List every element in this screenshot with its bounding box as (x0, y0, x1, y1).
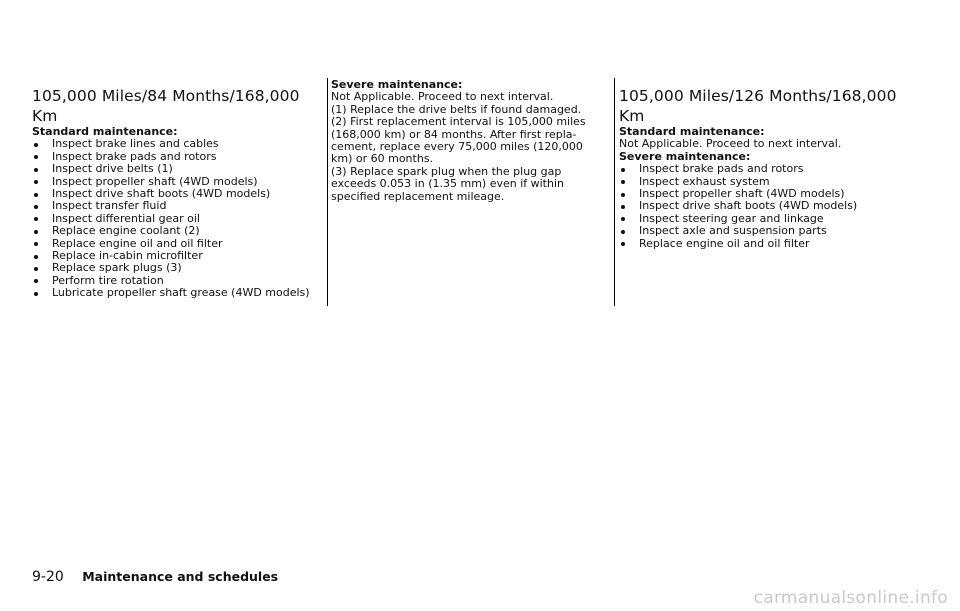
standard-maintenance-text: Not Applicable. Proceed to next interval. (619, 137, 842, 151)
severe-maintenance-list (619, 163, 909, 250)
watermark-logo: carmanualsonline.info (753, 588, 948, 608)
list-item: Replace engine oil and oil filter (619, 238, 909, 250)
footnote-2: (2) First replacement interval is 105,000 miles (168,000 km) or 84 months. After first repla-cement, replace every 75,000 miles (120,000 km) or 60 months. (331, 115, 586, 166)
interval-heading: 105,000 Miles/126 Months/168,000 Km (619, 87, 897, 125)
list-item: Replace engine coolant (2) (32, 225, 324, 237)
page-footer (32, 568, 278, 586)
list-item: Inspect propeller shaft (4WD models) (32, 176, 324, 188)
footnote-3: (3) Replace spark plug when the plug gap exceeds 0.053 in (1.35 mm) even if within specified replacement mileage. (331, 164, 564, 203)
list-item: Inspect differential gear oil (32, 213, 324, 225)
severe-maintenance-label: Severe maintenance: (331, 78, 463, 91)
list-item: Replace in-cabin microfilter (32, 250, 324, 262)
standard-maintenance-label: Standard maintenance: (32, 125, 178, 138)
list-item: Replace spark plugs (3) (32, 262, 324, 274)
page-number: 9-20 (32, 569, 64, 585)
list-item: Inspect brake pads and rotors (32, 151, 324, 163)
list-item: Inspect brake lines and cables (32, 138, 324, 150)
severe-maintenance-label: Severe maintenance: (619, 149, 751, 163)
list-item: Replace engine oil and oil filter (32, 238, 324, 250)
column-right (619, 0, 909, 250)
list-item: Inspect propeller shaft (4WD models) (619, 188, 909, 200)
list-item: Inspect drive shaft boots (4WD models) (619, 200, 909, 212)
list-item: Inspect axle and suspension parts (619, 225, 909, 237)
list-item: Inspect steering gear and linkage (619, 213, 909, 225)
list-item: Perform tire rotation (32, 275, 324, 287)
list-item: Inspect exhaust system (619, 176, 909, 188)
footnote-1: (1) Replace the drive belts if found damaged. (331, 102, 582, 116)
standard-maintenance-label: Standard maintenance: (619, 125, 765, 138)
section-title: Maintenance and schedules (82, 569, 279, 584)
list-item: Inspect transfer fluid (32, 200, 324, 212)
severe-maintenance-text: Not Applicable. Proceed to next interval. (331, 90, 554, 104)
list-item: Lubricate propeller shaft grease (4WD models) (32, 287, 324, 299)
standard-maintenance-list (32, 138, 324, 299)
column-middle (331, 0, 607, 203)
column-left (32, 0, 324, 300)
list-item: Inspect drive shaft boots (4WD models) (32, 188, 324, 200)
column-divider (614, 78, 615, 306)
column-divider (327, 78, 328, 306)
list-item: Inspect brake pads and rotors (619, 163, 909, 175)
interval-heading: 105,000 Miles/84 Months/168,000 Km (32, 87, 300, 125)
list-item: Inspect drive belts (1) (32, 163, 324, 175)
